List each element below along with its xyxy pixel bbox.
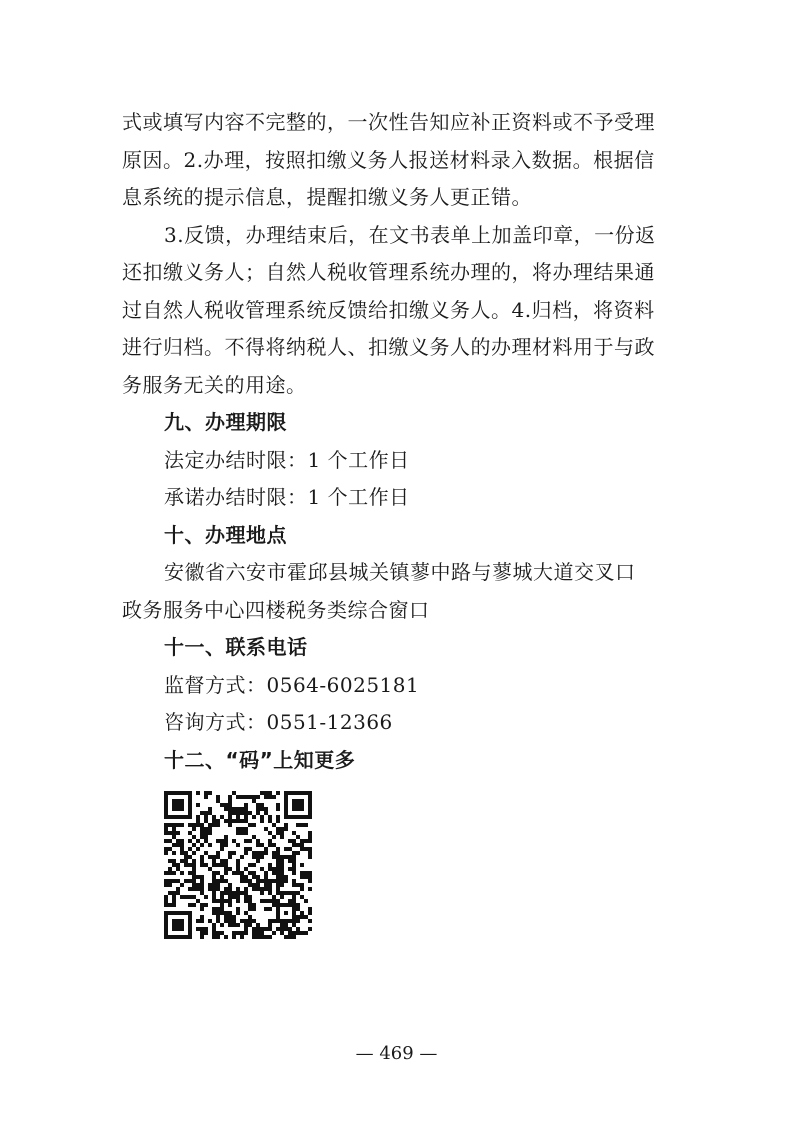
supervision-phone: 监督方式：0564-6025181 — [164, 672, 420, 697]
legal-time-limit: 法定办结时限：1 个工作日 — [164, 447, 410, 472]
body-line-8: 务服务无关的用途。 — [122, 372, 307, 397]
body-line-6: 过自然人税收管理系统反馈给扣缴义务人。4.归档，将资料 — [122, 297, 655, 322]
body-line-3: 息系统的提示信息，提醒扣缴义务人更正错。 — [122, 185, 532, 209]
section-heading-location: 十、办理地点 — [164, 522, 287, 547]
promised-time-limit: 承诺办结时限：1 个工作日 — [164, 485, 410, 509]
page-number: — 469 — — [355, 1043, 438, 1064]
section-heading-contact: 十一、联系电话 — [164, 635, 308, 659]
consultation-phone: 咨询方式：0551-12366 — [164, 710, 393, 734]
section-heading-deadline: 九、办理期限 — [164, 410, 287, 434]
qr-code-graphic — [164, 791, 312, 939]
body-line-1: 式或填写内容不完整的，一次性告知应补正资料或不予受理 — [122, 110, 655, 134]
section-heading-qr: 十二、“码”上知更多 — [164, 747, 356, 772]
qr-code-icon — [164, 791, 312, 939]
document-body — [122, 104, 682, 939]
address-line-2: 政务服务中心四楼税务类综合窗口 — [122, 597, 430, 622]
body-line-4: 3.反馈，办理结束后，在文书表单上加盖印章，一份返 — [164, 222, 656, 247]
body-line-5: 还扣缴义务人；自然人税收管理系统办理的，将办理结果通 — [122, 260, 655, 284]
body-line-2: 原因。2.办理，按照扣缴义务人报送材料录入数据。根据信 — [122, 147, 655, 172]
body-line-7: 进行归档。不得将纳税人、扣缴义务人的办理材料用于与政 — [122, 335, 655, 359]
address-line-1: 安徽省六安市霍邱县城关镇蓼中路与蓼城大道交叉口 — [164, 560, 636, 584]
